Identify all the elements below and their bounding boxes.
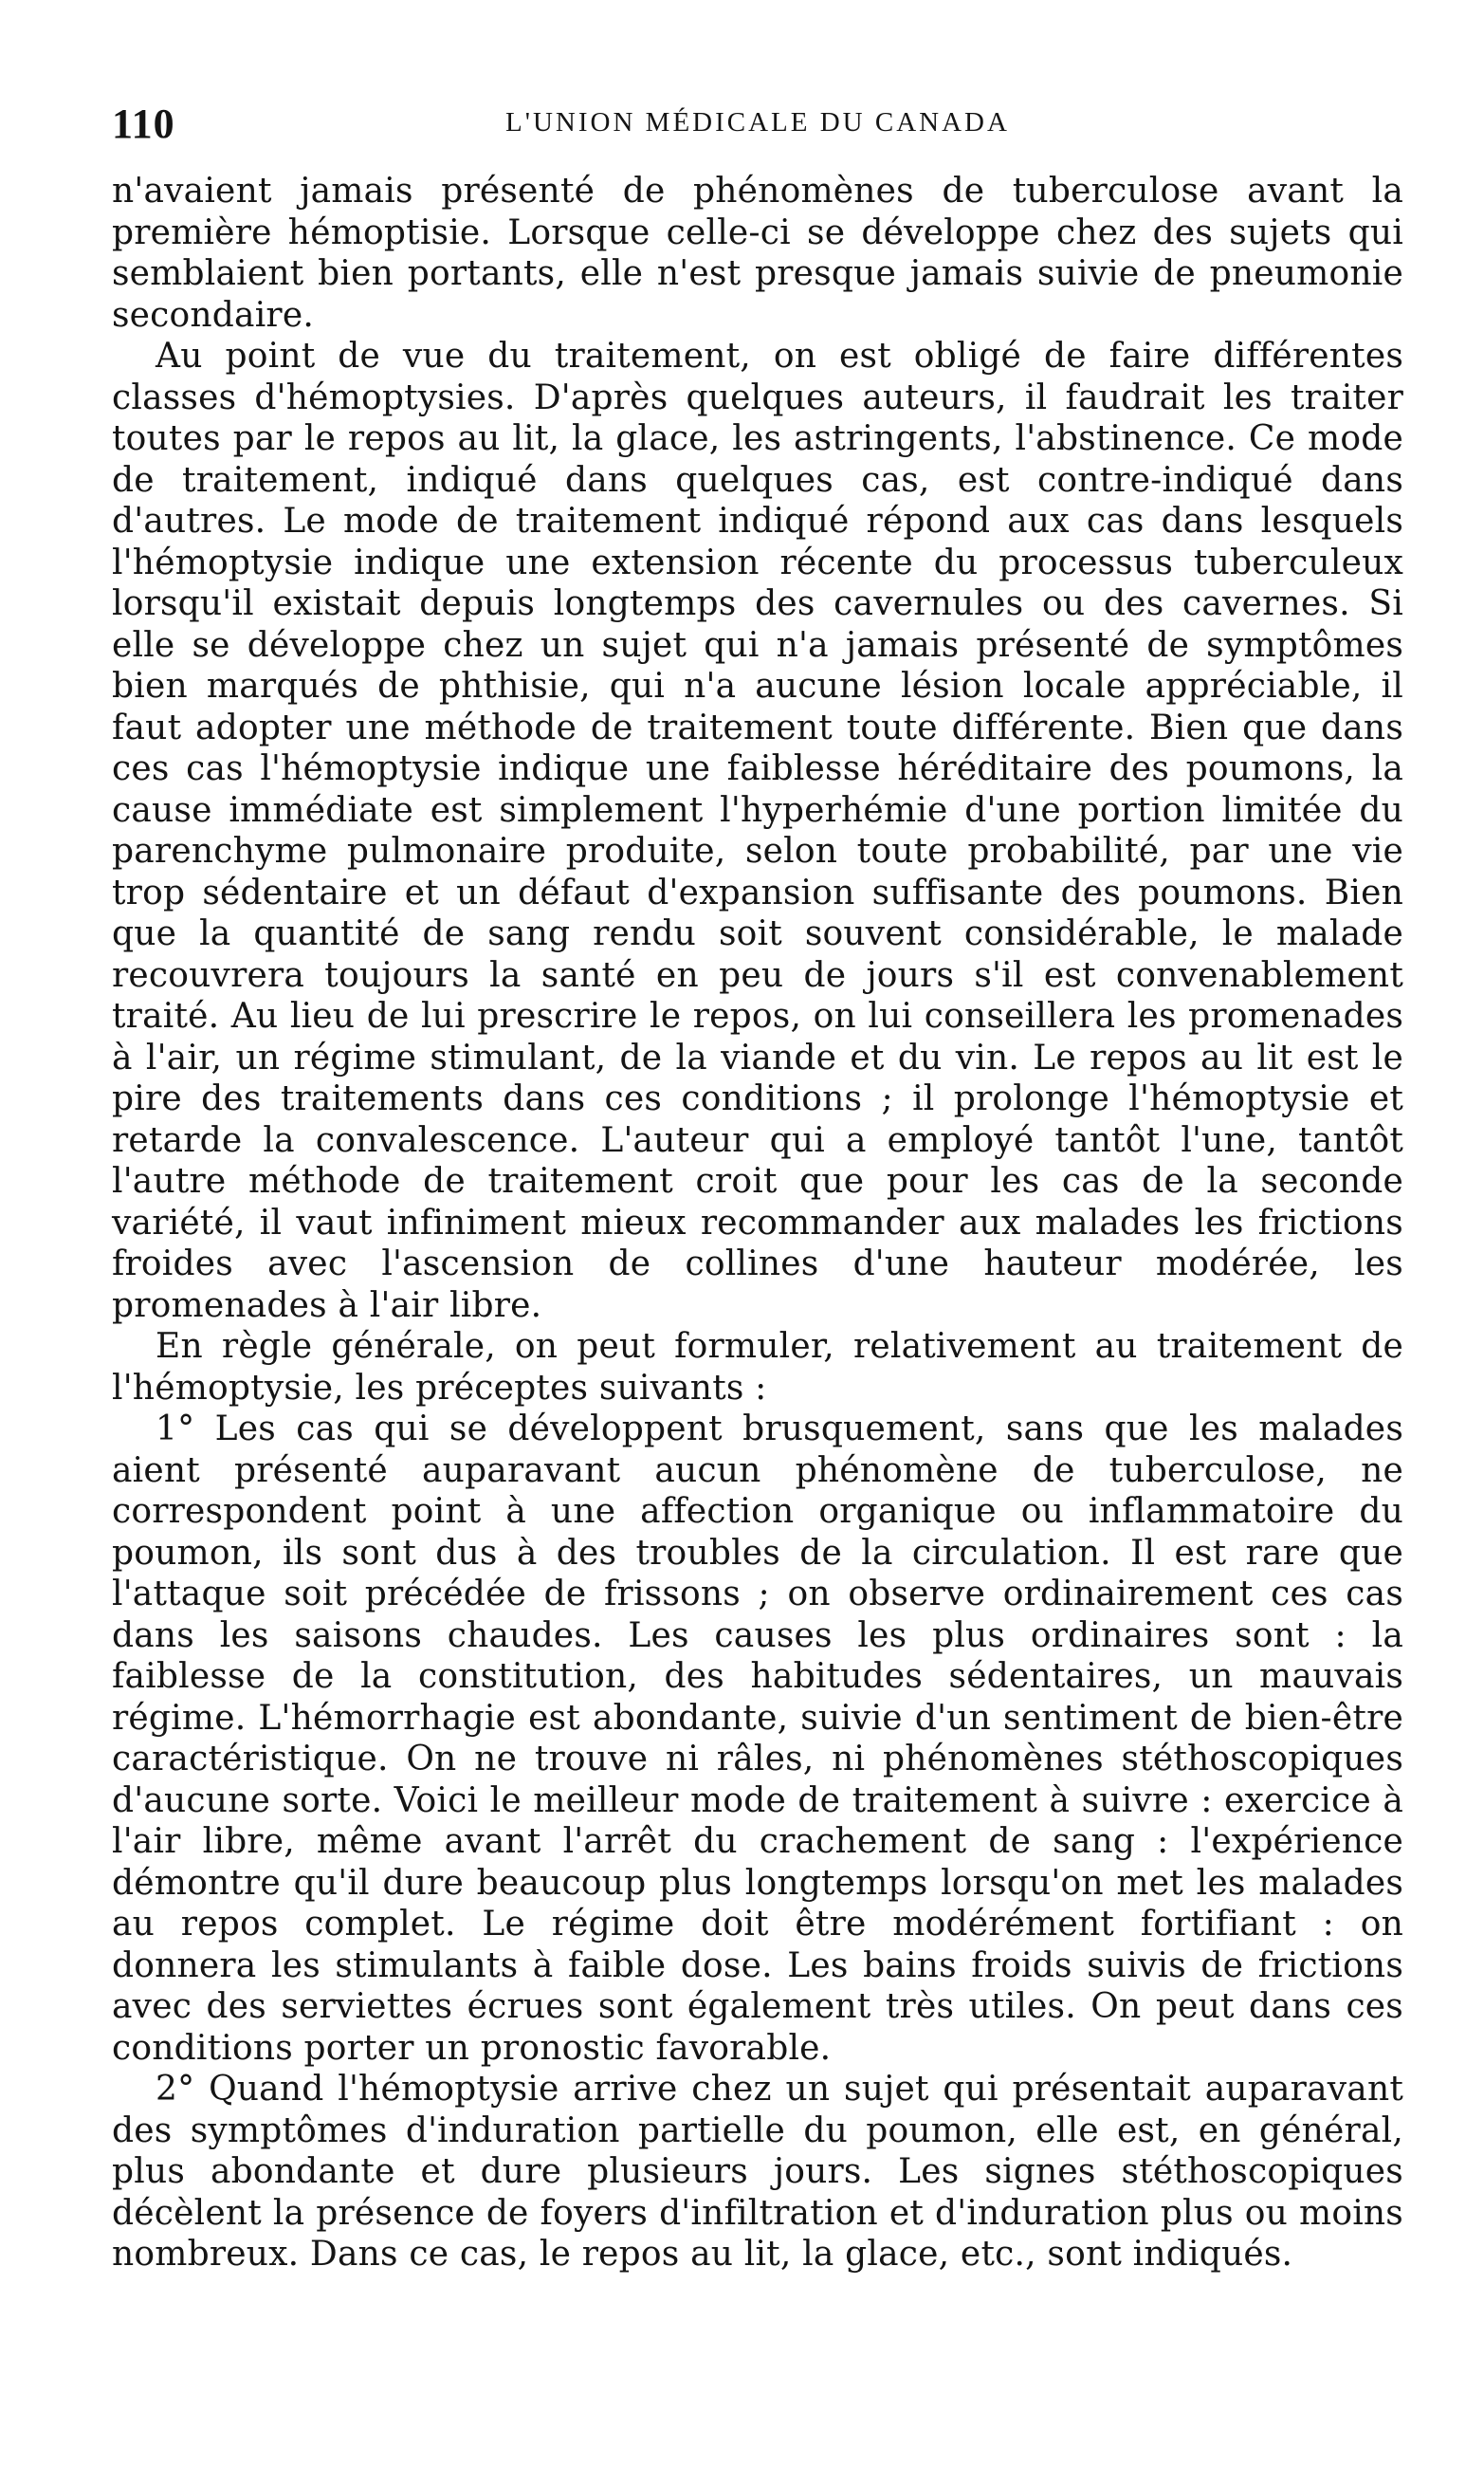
page-number: 110 [112, 101, 175, 147]
paragraph: 2° Quand l'hémoptysie arrive chez un sujet qui présentait auparavant des symptômes d'induration partielle du poumon, elle est, en général, plus abondante et dure plusieurs jours. Les signes stéthoscopiques décèlent la présence de foyers d'infiltration et d'induration plus ou moins nombreux. Dans ce cas, le repos au lit, la glace, etc., sont indiqués. [112, 2070, 1403, 2274]
journal-title: L'UNION MÉDICALE DU CANADA [505, 107, 1010, 138]
document-page [112, 100, 1403, 2276]
running-header [112, 100, 1403, 157]
paragraph: Au point de vue du traitement, on est obligé de faire différentes classes d'hémoptysies. D'après quelques auteurs, il faudrait les traiter toutes par le repos au lit, la glace, les astringents, l'abstinence. Ce mode de traitement, indiqué dans quelques cas, est contre-indiqué dans d'autres. Le mode de traitement indiqué répond aux cas dans lesquels l'hémoptysie indique une extension récente du processus tuberculeux lorsqu'il existait depuis longtemps des cavernules ou des cavernes. Si elle se développe chez un sujet qui n'a jamais présenté de symptômes bien marqués de phthisie, qui n'a aucune lésion locale appréciable, il faut adopter une méthode de traitement toute différente. Bien que dans ces cas l'hémoptysie indique une faiblesse héréditaire des poumons, la cause immédiate est simplement l'hyperhémie d'une portion limitée du parenchyme pulmonaire produite, selon toute probabilité, par une vie trop sédentaire et un défaut d'expansion suffisante des poumons. Bien que la quantité de sang rendu soit souvent considérable, le malade recouvrera toujours la santé en peu de jours s'il est convenablement traité. Au lieu de lui prescrire le repos, on lui conseillera les promenades à l'air, un régime stimulant, de la viande et du vin. Le repos au lit est le pire des traitements dans ces conditions ; il prolonge l'hémoptysie et retarde la convalescence. L'auteur qui a employé tantôt l'une, tantôt l'autre méthode de traitement croit que pour les cas de la seconde variété, il vaut infiniment mieux recommander aux malades les frictions froides avec l'ascension de collines d'une hauteur modérée, les promenades à l'air libre. [112, 337, 1403, 1325]
article-body [112, 171, 1403, 2276]
paragraph: 1° Les cas qui se développent brusquement, sans que les malades aient présenté auparavant aucun phénomène de tuberculose, ne correspondent point à une affection organique ou inflammatoire du poumon, ils sont dus à des troubles de la circulation. Il est rare que l'attaque soit précédée de frissons ; on observe ordinairement ces cas dans les saisons chaudes. Les causes les plus ordinaires sont : la faiblesse de la constitution, des habitudes sédentaires, un mauvais régime. L'hémorrhagie est abondante, suivie d'un sentiment de bien-être caractéristique. On ne trouve ni râles, ni phénomènes stéthoscopiques d'aucune sorte. Voici le meilleur mode de traitement à suivre : exercice à l'air libre, même avant l'arrêt du crachement de sang : l'expérience démontre qu'il dure beaucoup plus longtemps lorsqu'on met les malades au repos complet. Le régime doit être modérément fortifiant : on donnera les stimulants à faible dose. Les bains froids suivis de frictions avec des serviettes écrues sont également très utiles. On peut dans ces conditions porter un pronostic favorable. [112, 1410, 1403, 2068]
paragraph: En règle générale, on peut formuler, relativement au traitement de l'hémoptysie, les préceptes suivants : [112, 1327, 1403, 1408]
paragraph: n'avaient jamais présenté de phénomènes de tuberculose avant la première hémoptisie. Lorsque celle-ci se développe chez des sujets qui semblaient bien portants, elle n'est presque jamais suivie de pneumonie secondaire. [112, 172, 1403, 335]
